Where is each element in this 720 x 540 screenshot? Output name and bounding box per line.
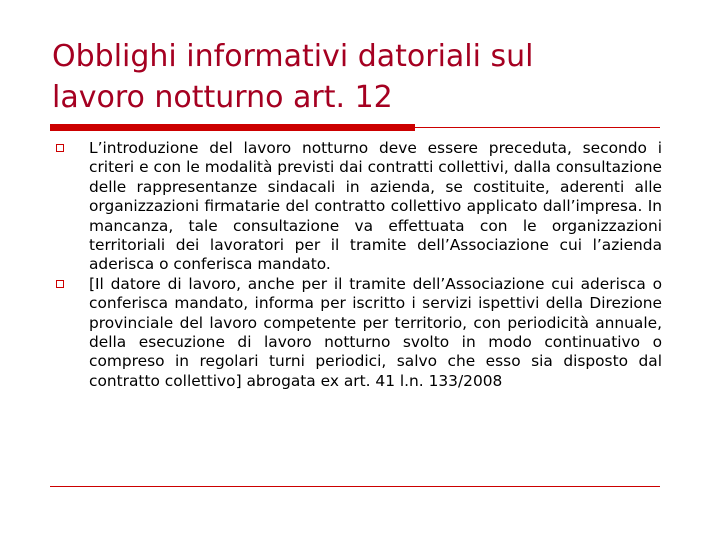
bullet-list [52,139,662,391]
bullet-item-1 [52,139,662,275]
footer-divider [50,486,660,487]
slide-title [52,36,672,118]
hollow-square-icon [56,280,64,288]
bullet-item-2 [52,275,662,391]
hollow-square-icon [56,144,64,152]
title-divider-thick [50,124,415,131]
bullet-text-1: L’introduzione del lavoro notturno deve essere preceduta, secondo i criteri e con le modalità previsti dai contratti collettivi, dalla consultazione delle rappresentanze sindacali in azienda, se costituite, aderenti alle organizzazioni firmatarie del contratto collettivo applicato dall’impresa. In mancanza, tale consultazione va effettuata con le organizzazioni territoriali dei lavoratori per il tramite dell’Associazione cui l’azienda aderisca o conferisca mandato. [89,139,662,274]
bullet-text-2: [Il datore di lavoro, anche per il tramite dell’Associazione cui aderisca o conferisca mandato, informa per iscritto i servizi ispettivi della Direzione provinciale del lavoro competente per territorio, con periodicità annuale, della esecuzione di lavoro notturno svolto in modo continuativo o compreso in regolari turni periodici, salvo che esso sia disposto dal contratto collettivo] abrogata ex art. 41 l.n. 133/2008 [89,274,662,390]
slide-title-line-2: lavoro notturno art. 12 [52,80,393,115]
slide-title-line-1: Obblighi informativi datoriali sul [52,39,534,74]
